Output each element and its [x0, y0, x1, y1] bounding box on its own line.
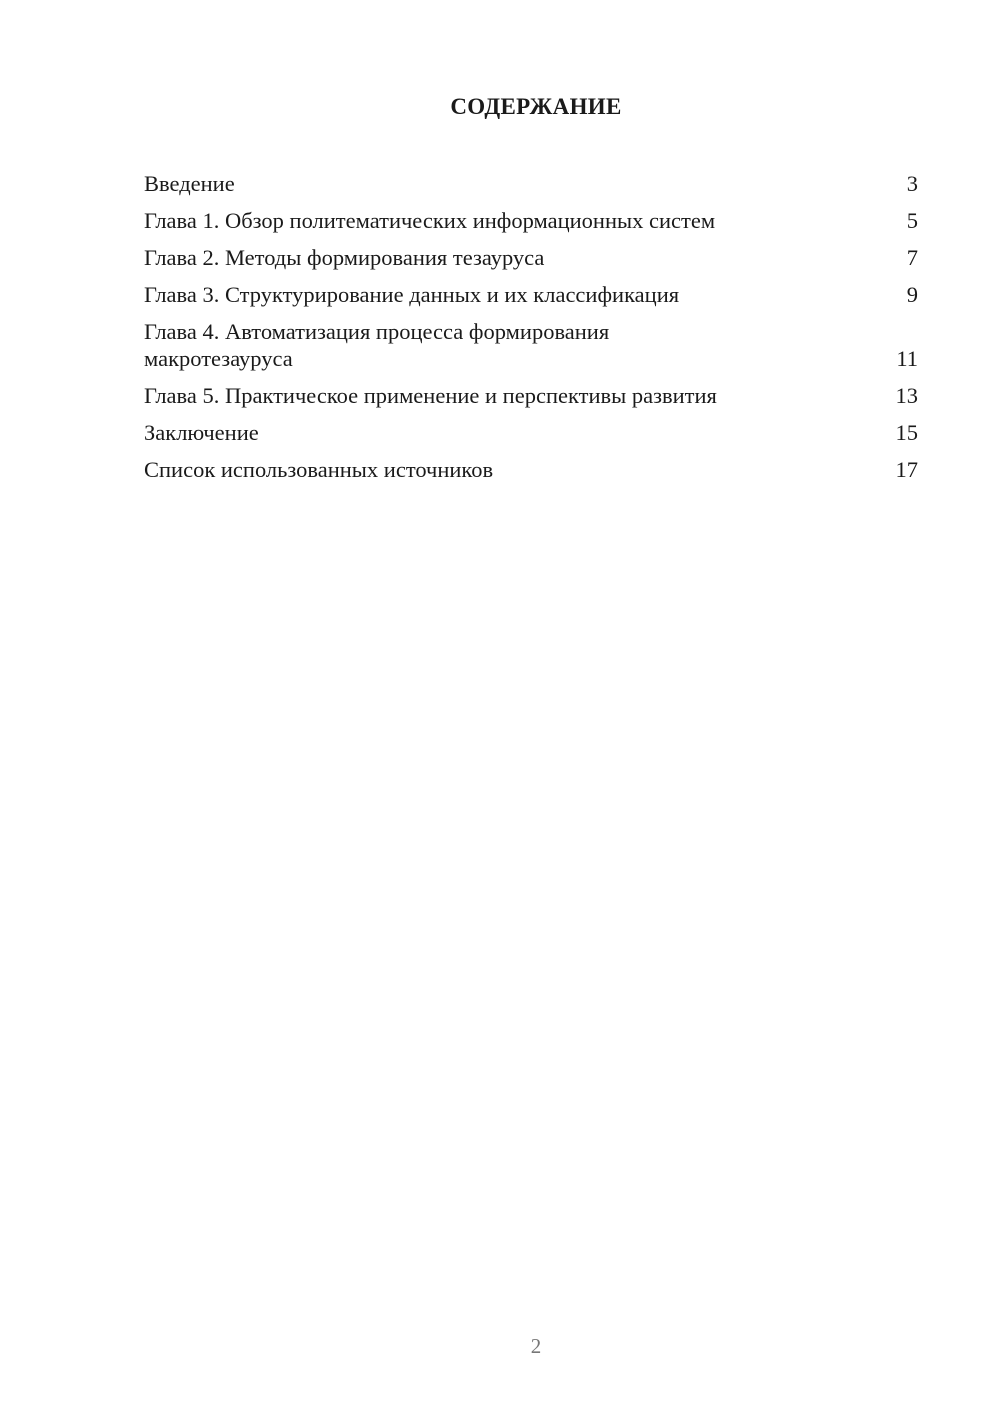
toc-entry-chapter-2: [144, 244, 918, 271]
toc-entry-page: 13: [895, 383, 918, 408]
toc-entry-page: 3: [906, 171, 918, 196]
toc-entry-page: 7: [906, 245, 918, 270]
toc-entry-chapter-5: [144, 382, 918, 409]
toc-entry-page: 15: [895, 420, 918, 445]
toc-entry-title: Глава 4. Автоматизация процесса формирования макротезауруса: [144, 319, 610, 371]
toc-entry-introduction: [144, 170, 918, 197]
toc-entry-title: Глава 2. Методы формирования тезауруса: [144, 245, 545, 270]
toc-entry-title: Глава 1. Обзор политематических информационных систем: [144, 208, 716, 233]
toc-entry-references: [144, 456, 918, 483]
toc-entry-chapter-3: [144, 281, 918, 308]
toc-entry-chapter-4: [144, 318, 918, 372]
toc-entry-conclusion: [144, 419, 918, 446]
toc-entry-title: Список использованных источников: [144, 457, 494, 482]
toc-entry-title: Глава 3. Структурирование данных и их классификация: [144, 282, 680, 307]
toc-entry-page: 11: [896, 346, 918, 371]
toc-entry-title: Заключение: [144, 420, 259, 445]
page-title: СОДЕРЖАНИЕ: [450, 94, 622, 119]
page-number: 2: [530, 1334, 542, 1358]
toc-entry-title: Введение: [144, 171, 235, 196]
toc-entry-chapter-1: [144, 207, 918, 234]
toc-entry-page: 9: [906, 282, 918, 307]
toc-entry-page: 5: [906, 208, 918, 233]
toc-entry-page: 17: [895, 457, 918, 482]
toc-entry-title: Глава 5. Практическое применение и перспективы развития: [144, 383, 717, 408]
table-of-contents: [144, 170, 918, 493]
